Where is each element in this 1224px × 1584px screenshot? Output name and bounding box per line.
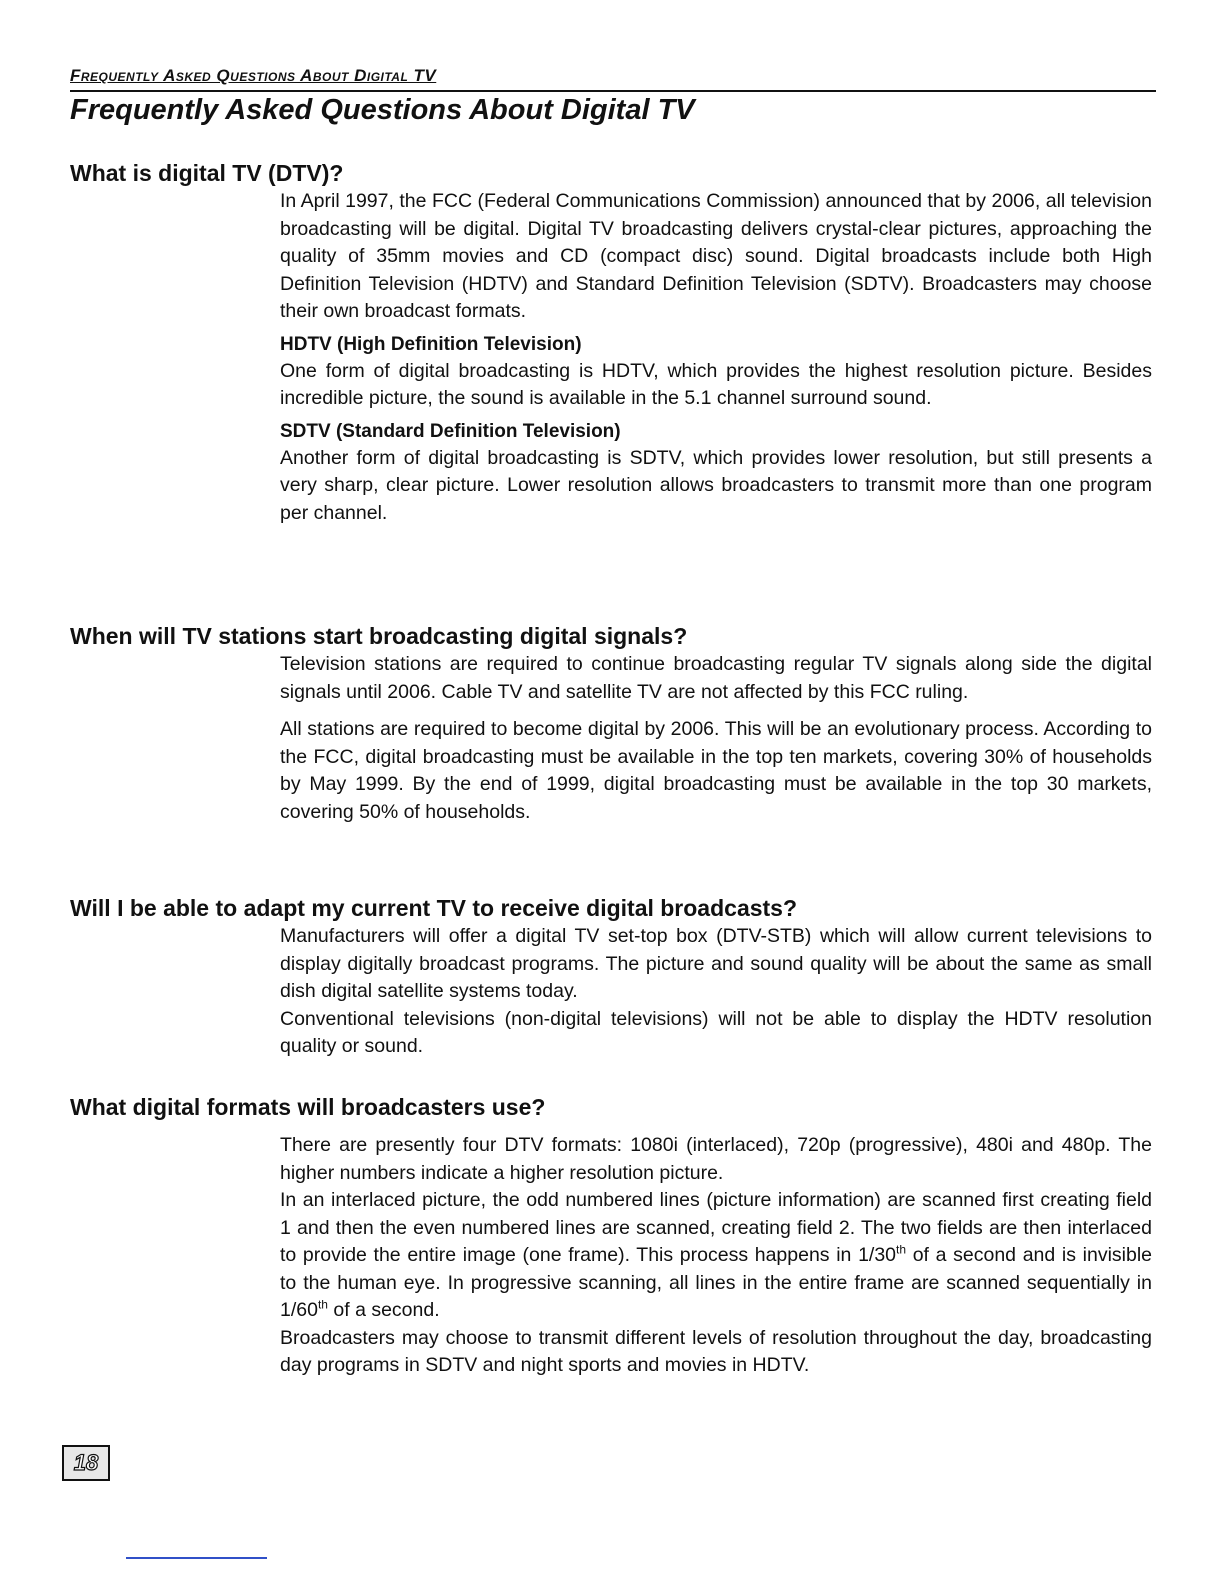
faq-section-what-is-dtv — [70, 158, 1156, 527]
faq-answer — [280, 651, 1152, 826]
text-run: of a second and is invisible to the human eye. In progressive scanning, all lines in the entire frame are scanned sequentially in 1/60 — [280, 1244, 1152, 1321]
faq-question: Will I be able to adapt my current TV to receive digital broadcasts? — [70, 895, 798, 921]
answer-paragraph: Broadcasters may choose to transmit different levels of resolution throughout the day, broadcasting day programs in SDTV and night sports and movies in HDTV. — [280, 1326, 1152, 1376]
answer-paragraph: Television stations are required to continue broadcasting regular TV signals along side the digital signals until 2006. Cable TV and satellite TV are not affected by this FCC ruling. — [280, 653, 1152, 703]
faq-answer — [280, 923, 1152, 1061]
running-header — [70, 64, 1156, 92]
answer-paragraph: In April 1997, the FCC (Federal Communications Commission) announced that by 2006, all television broadcasting will be digital. Digital TV broadcasting delivers crystal-clear pictures, approaching the quality of 35mm movies and CD (compact disc) sound. Digital broadcasts include both High Definition Television (HDTV) and Standard Definition Television (SDTV). Broadcasters may choose their own broadcast formats. — [280, 190, 1152, 322]
answer-paragraph: One form of digital broadcasting is HDTV, which provides the highest resolution picture. Besides incredible picture, the sound is available in the 5.1 channel surround sound. — [280, 359, 1152, 409]
answer-paragraph: Conventional televisions (non-digital televisions) will not be able to display the HDTV resolution quality or sound. — [280, 1007, 1152, 1057]
faq-section-adapt-tv — [70, 893, 1156, 1061]
faq-section-formats — [70, 1092, 1156, 1380]
answer-paragraph: There are presently four DTV formats: 1080i (interlaced), 720p (progressive), 480i and 480p. The higher numbers indicate a higher resolution picture. — [280, 1134, 1152, 1184]
faq-question: What digital formats will broadcasters use? — [70, 1094, 546, 1120]
page-number-badge — [62, 1445, 110, 1481]
page-number: 18 — [73, 1450, 99, 1475]
hdtv-subheading: HDTV (High Definition Television) — [280, 333, 582, 355]
sdtv-subheading: SDTV (Standard Definition Television) — [280, 420, 621, 442]
faq-answer — [280, 188, 1152, 527]
answer-paragraph: All stations are required to become digital by 2006. This will be an evolutionary process. According to the FCC, digital broadcasting must be available in the top ten markets, covering 30% of households by May 1999. By the end of 1999, digital broadcasting must be available in the top 30 markets, covering 50% of households. — [280, 718, 1152, 823]
superscript: th — [896, 1242, 907, 1257]
faq-section-when-broadcast — [70, 621, 1156, 826]
page-title: Frequently Asked Questions About Digital TV — [70, 94, 695, 126]
faq-question: When will TV stations start broadcasting digital signals? — [70, 623, 688, 649]
superscript: th — [317, 1297, 328, 1312]
faq-answer — [280, 1132, 1152, 1380]
answer-paragraph — [280, 1187, 1152, 1325]
text-run: of a second. — [327, 1299, 440, 1321]
text-run: In an interlaced picture, the odd numbered lines (picture information) are scanned first creating field 1 and then the even numbered lines are scanned, creating field 2. The two fields are then interlaced to provide the entire image (one frame). This process happens in 1/30 — [280, 1189, 1152, 1266]
running-header-title: Frequently Asked Questions About Digital TV — [70, 66, 437, 85]
answer-paragraph: Another form of digital broadcasting is SDTV, which provides lower resolution, but still presents a very sharp, clear picture. Lower resolution allows broadcasters to transmit more than one program per channel. — [280, 446, 1152, 524]
faq-question: What is digital TV (DTV)? — [70, 160, 344, 186]
footer-rule — [126, 1557, 267, 1559]
answer-paragraph: Manufacturers will offer a digital TV set-top box (DTV-STB) which will allow current televisions to display digitally broadcast programs. The picture and sound quality will be about the same as small dish digital satellite systems today. — [280, 925, 1152, 1002]
